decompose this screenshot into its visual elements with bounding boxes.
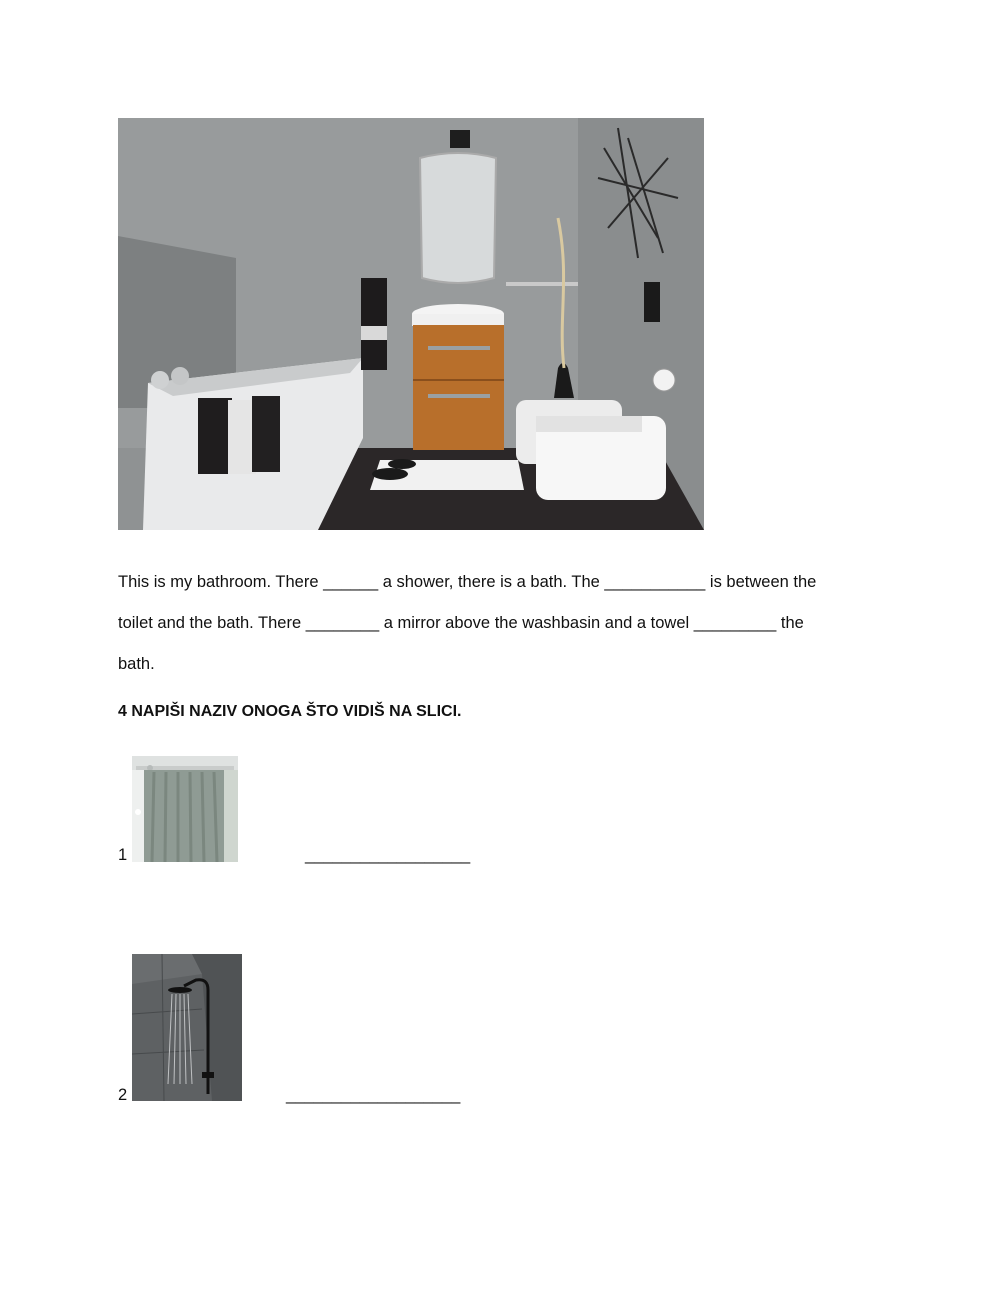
bathroom-photo <box>118 118 704 530</box>
shower-image <box>132 954 242 1101</box>
task-heading: 4 NAPIŠI NAZIV ONOGA ŠTO VIDIŠ NA SLICI. <box>118 703 462 720</box>
curtain-image <box>132 756 238 862</box>
item-number: 1 <box>118 846 128 864</box>
exercise-line-1: This is my bathroom. There ______ a shower, there is a bath. The ___________ is between the <box>118 573 817 591</box>
exercise-line-3: bath. <box>118 655 155 673</box>
exercise-paragraph <box>118 562 898 685</box>
exercise-line-2: toilet and the bath. There ________ a mirror above the washbasin and a towel _________ the <box>118 614 804 632</box>
answer-blank-2[interactable]: ___________________ <box>286 1086 461 1104</box>
item-number: 2 <box>118 1086 128 1104</box>
answer-blank-1[interactable]: __________________ <box>305 846 471 864</box>
